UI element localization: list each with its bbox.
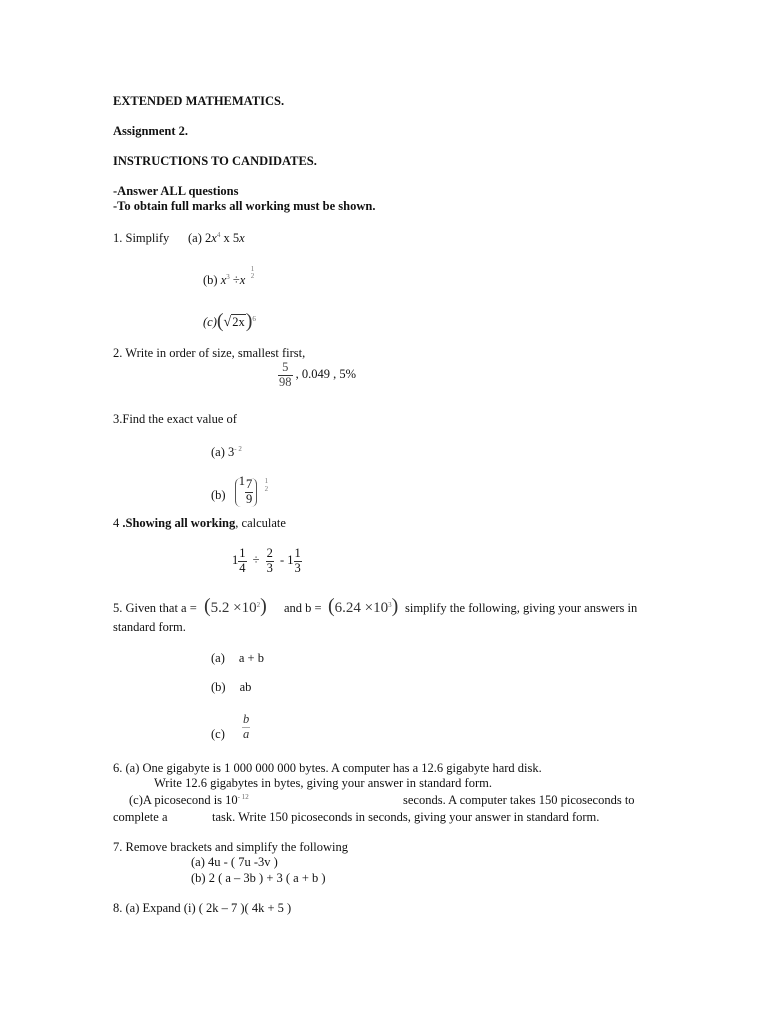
question-2-stem: 2. Write in order of size, smallest first, [113,346,306,360]
assignment-label: Assignment 2. [113,124,189,138]
question-5-stem-rest: simplify the following, giving your answers in [405,601,638,615]
question-1-stem: 1. Simplify [113,231,170,245]
question-6-line4b: task. Write 150 picoseconds in seconds, giving your answer in standard form. [212,810,600,824]
question-1b: (b) $x^3 \div x$ 1 2 [203,265,255,287]
question-7a: (a) 4u - ( 7u -3v ) [191,855,278,869]
question-6-line3b: seconds. A computer takes 150 picoseconds to [403,793,635,807]
instructions-title: INSTRUCTIONS TO CANDIDATES. [113,154,317,168]
question-5c: (c) $\frac{b}{a}$ [211,712,250,742]
question-8a: 8. (a) Expand (i) ( 2k – 7 )( 4k + 5 ) [113,901,292,915]
question-4-expression: 1 $\frac{1}{4}$ ÷ $\frac{2}{3}$ - 1 $\frac{1}{3}$ [232,546,301,575]
question-5-b-value: $(6.24 \times 10^3)$ [328,595,399,617]
question-6-line3a: (c)A picosecond is $10^{- 12}$ [129,793,249,807]
question-5-and-b: and b = [284,601,322,615]
question-3-stem: 3.Find the exact value of [113,412,237,426]
question-7-stem: 7. Remove brackets and simplify the following [113,840,349,854]
instruction-2: -To obtain full marks all working must be shown. [113,199,376,213]
question-3a: (a) $3^{- 2}$ [211,445,242,459]
document-title: EXTENDED MATHEMATICS. [113,94,285,108]
question-6-line2: Write 12.6 gigabytes in bytes, giving your answer in standard form. [154,776,492,790]
question-5-stem-line2: standard form. [113,620,186,634]
question-3b: (b) 1 $\frac{7}{9}$ 1 2 [211,474,269,506]
question-5a: (a) a + b [211,651,264,665]
question-1a: (a) $2x^4$ x 5x [188,231,245,245]
instruction-1: -Answer ALL questions [113,184,239,198]
question-5-a-value: $(5.2 \times 10^2)$ [204,595,267,617]
question-4-stem: 4 .Showing all working, calculate [113,516,286,530]
question-5-stem: 5. Given that a = [113,601,197,615]
question-6-line1: 6. (a) One gigabyte is 1 000 000 000 bytes. A computer has a 12.6 gigabyte hard disk. [113,761,542,775]
question-7b: (b) 2 ( a – 3b ) + 3 ( a + b ) [191,871,326,885]
question-5b: (b) ab [211,680,252,694]
question-2-values: $\frac{5}{98}$ , 0.049 , 5% [279,360,357,389]
question-1c: $(c)(√2x)^6$ [203,310,256,332]
question-6-line4a: complete a [113,810,168,824]
